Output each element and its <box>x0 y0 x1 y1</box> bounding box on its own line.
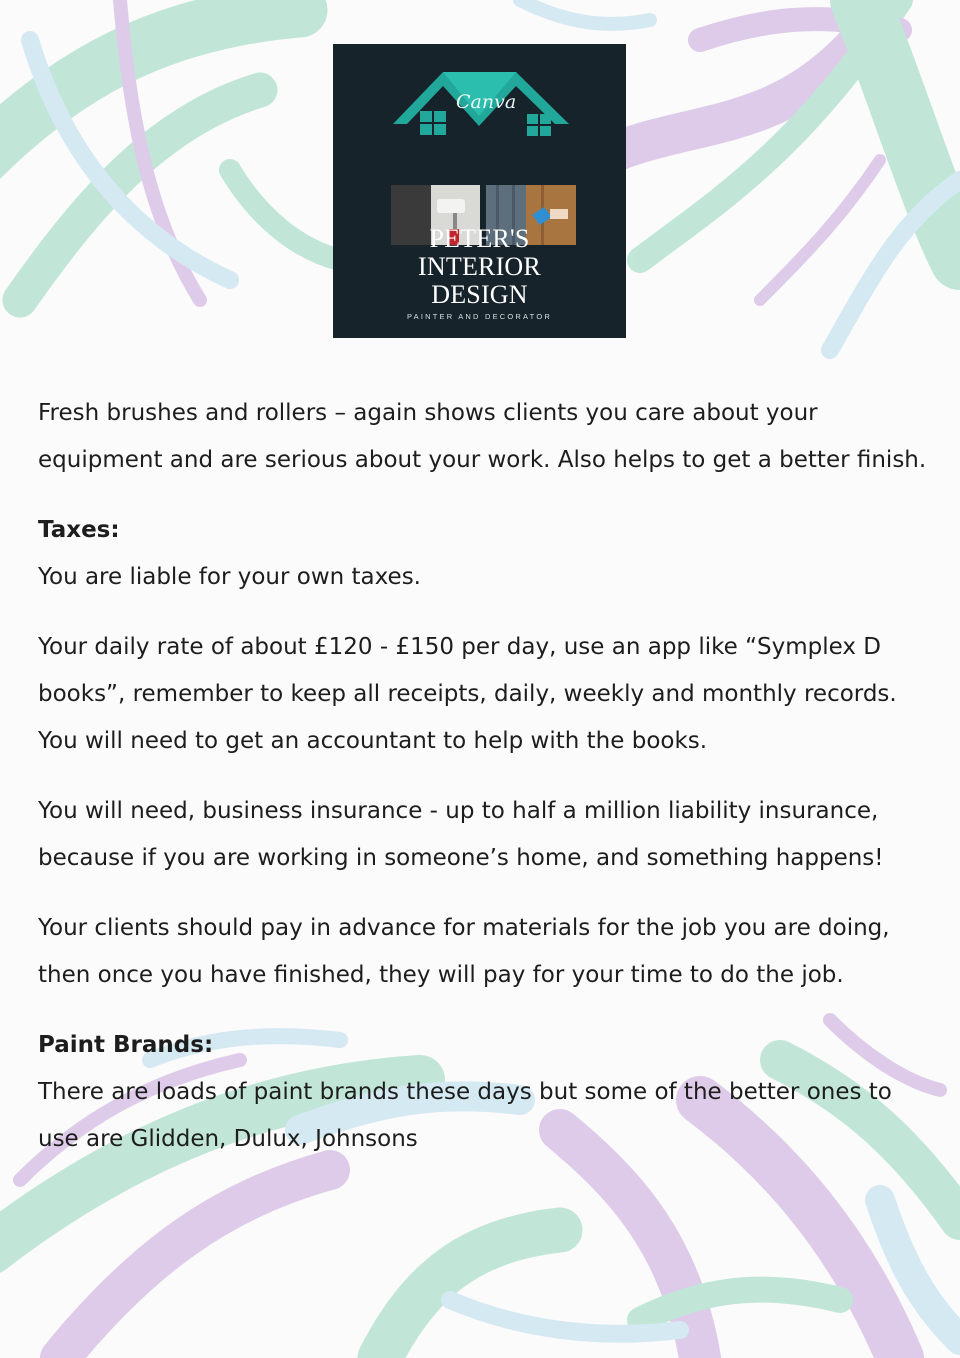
document-body <box>38 390 938 1186</box>
taxes-text: You are liable for your own taxes. <box>38 564 421 590</box>
insurance-paragraph: You will need, business insurance - up to half a million liability insurance, because if you are working in someone’s home, and something happens! <box>38 798 884 871</box>
paint-brands-text: There are loads of paint brands these days but some of the better ones to use are Glidden, Dulux, Johnsons <box>38 1079 892 1152</box>
taxes-heading: Taxes: <box>38 517 120 543</box>
logo-name-line-3: DESIGN <box>431 280 528 309</box>
logo-tagline: PAINTER AND DECORATOR <box>407 312 552 321</box>
payment-paragraph: Your clients should pay in advance for materials for the job you are doing, then once you have finished, they will pay for your time to do the job. <box>38 915 890 988</box>
company-logo <box>333 44 626 338</box>
brushes-paragraph: Fresh brushes and rollers – again shows clients you care about your equipment and are serious about your work. Also helps to get a better finish. <box>38 400 927 473</box>
taxes-section <box>38 507 938 601</box>
paint-brands-heading: Paint Brands: <box>38 1032 214 1058</box>
daily-rate-paragraph: Your daily rate of about £120 - £150 per day, use an app like “Symplex D books”, remember to keep all receipts, daily, weekly and monthly records. You will need to get an accountant to help with the books. <box>38 634 897 754</box>
logo-name-line-2: INTERIOR <box>418 252 541 281</box>
paint-brands-section <box>38 1022 938 1163</box>
logo-name-line-1: PETER'S <box>429 224 530 253</box>
canva-watermark: Canva <box>456 91 517 113</box>
